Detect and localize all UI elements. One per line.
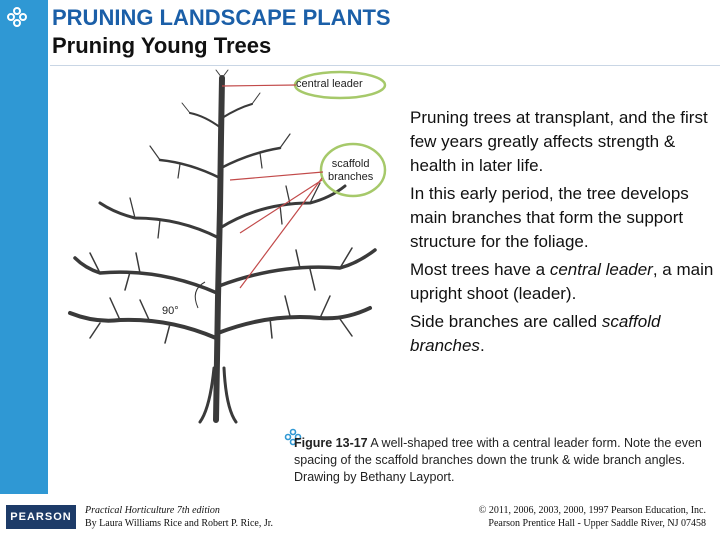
- paragraph-4-suffix: .: [479, 336, 485, 355]
- paragraph-2: In this early period, the tree develops main branches that form the support structure for the foliage.: [410, 184, 689, 251]
- figure-number: Figure 13-17: [294, 436, 368, 450]
- page-title: PRUNING LANDSCAPE PLANTS: [52, 5, 391, 30]
- scaffold-label-line1: scaffold: [331, 158, 370, 170]
- scaffold-branches-label: [328, 158, 373, 184]
- title-block: [52, 4, 391, 60]
- asterisk-flower-icon: [6, 6, 28, 28]
- central-leader-term: central leader: [549, 260, 653, 279]
- scaffold-branches-term: scaffold branches: [410, 312, 661, 355]
- paragraph-3-prefix: Most trees have a: [410, 260, 550, 279]
- caption-text: A well-shaped tree with a central leader form. Note the even spacing of the scaffold branches down the trunk & wide branch angles. Drawing by Bethany Layport.: [294, 436, 702, 484]
- paragraph-4-prefix: Side branches are called: [410, 312, 602, 331]
- body-text: [410, 106, 715, 362]
- footer-authors: By Laura Williams Rice and Robert P. Rice, Jr.: [85, 518, 273, 529]
- footer-book-title: Practical Horticulture 7th edition: [85, 505, 220, 516]
- central-leader-label: central leader: [296, 78, 363, 90]
- scaffold-label-line2: branches: [328, 171, 374, 183]
- angle-label: 90°: [162, 305, 179, 317]
- header-divider: [50, 65, 720, 66]
- paragraph-3-suffix: , a main upright shoot (leader).: [410, 260, 714, 303]
- paragraph-1: Pruning trees at transplant, and the first few years greatly affects strength & health in later life.: [410, 108, 708, 175]
- paragraph-3: [410, 258, 715, 306]
- page-subtitle: Pruning Young Trees: [52, 33, 272, 58]
- footer-copyright-line2: Pearson Prentice Hall - Upper Saddle River, NJ 07458: [488, 518, 706, 529]
- paragraph-4: [410, 310, 715, 358]
- footer-book-credit: [85, 504, 273, 530]
- footer-copyright-line1: © 2011, 2006, 2003, 2000, 1997 Pearson Education, Inc.: [478, 505, 706, 516]
- footer-copyright: [479, 504, 706, 530]
- figure-caption: [294, 435, 704, 486]
- tree-illustration: [40, 68, 400, 428]
- pearson-logo: PEARSON: [6, 505, 76, 529]
